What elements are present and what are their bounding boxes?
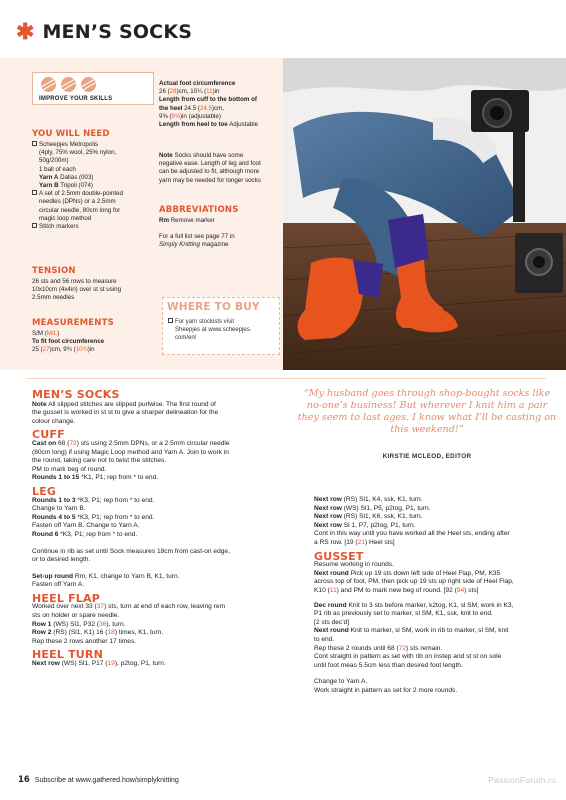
checkbox-icon: [32, 223, 37, 228]
where-to-buy-box: WHERE TO BUY For yarn stockists visit Sheepjes at www.scheepjes. com/en/: [162, 297, 280, 355]
materials-list: Scheepjes Metropolis (4ply, 75% wool, 25% nylon, 50g/200m) 1 ball of each Yarn A Dallas (003) Yarn B Tripoli (074) A set of 2.5mm double-pointed needles (DPNs) or a 2.5mm circular needle, 80cm long for magic loop method Stitch markers: [32, 141, 154, 231]
list-item: Stitch markers: [32, 223, 154, 231]
subscribe-link[interactable]: Subscribe at www.gathered.how/simplyknitting: [34, 776, 179, 784]
quote-attribution: KIRSTIE MCLEOD, EDITOR: [382, 453, 472, 460]
page-footer: [18, 775, 179, 785]
pattern-left-column: MEN’S SOCKS Note All slipped stitches are slipped purlwise. The first round of the gusset is worked in st st to give a sharper delineation for the colour change. CUFF Cast on 68 (72) sts using 2.5mm DPNs, or a 2.5mm circular needle (80cm long) if using Magic Loop method and Yarn A. Join to work in the round, taking care not to twist the stitches. PM to mark beg of round. Rounds 1 to 15 *K1, P1; rep from * to end. LEG Rounds 1 to 3 *K3, P1; rep from * to end. Change to Yarn B. Rounds 4 to 5 *K3, P1; rep from * to end. Fasten off Yarn B. Change to Yarn A. Round 6 *K3, P1; rep from * to end. Continue in rib as set until Sock measures 18cm from cast-on edge, or to desired length. Set-up round Rm, K1, change to Yarn B, K1, turn. Fasten off Yarn A. HEEL FLAP Worked over next 33 (37) sts, turn at end of each row, leaving rem sts on holder or spare needle. Row 1 (WS) Sl1, P32 (36), turn. Row 2 (RS) (Sl1, K1) 16 (18) times, K1, turn. Rep these 2 rows another 17 times. HEEL TURN Next row (WS) Sl1, P17 (19), p2tog, P1, turn.: [32, 391, 288, 669]
checkbox-icon: [32, 141, 37, 146]
list-item: A set of 2.5mm double-pointed: [32, 190, 154, 198]
section-heading: HEEL FLAP: [32, 591, 100, 605]
page-title: MEN’S SOCKS: [42, 21, 193, 43]
page-header: [16, 20, 192, 44]
list-item: Yarn A Dallas (003): [39, 173, 94, 181]
section-heading: HEEL TURN: [32, 648, 103, 662]
measurements-continued: Actual foot circumference 26 (28)cm, 10¼ (11)in Length from cuff to the bottom of the heel 24.5 (24.5)cm, 9⅝ (9⅝)in (adjustable) Length from heel to toe Adjustable: [159, 80, 259, 129]
yarn-ball-icon: [81, 77, 96, 92]
size-line: S/M (M/L): [32, 330, 60, 337]
skill-level-box: [32, 72, 154, 105]
checkbox-icon: [168, 318, 173, 323]
section-heading: CUFF: [32, 428, 65, 442]
section-heading: MEASUREMENTS: [32, 318, 114, 328]
watermark: PassionForum.ru: [488, 775, 556, 785]
camera-icon: [515, 233, 563, 293]
stockist-link[interactable]: com/en/: [175, 335, 197, 341]
section-heading: WHERE TO BUY: [167, 301, 260, 313]
yarn-ball-icon: [41, 77, 56, 92]
socks-photo-illustration: [283, 58, 566, 370]
yarn-ball-icon: [61, 77, 76, 92]
skill-level-label: IMPROVE YOUR SKILLS: [39, 96, 113, 102]
abbreviations-section: ABBREVIATIONS Rm Remove marker For a full list see page 77 in Simply Knitting magazine: [159, 205, 281, 250]
socks-photo: [283, 58, 566, 370]
editor-quote: “My husband goes through shop-bought socks like no-one’s business! But wherever I knit him a pair they seem to last ages. I know what I’ll be casting on this weekend!”: [297, 388, 557, 435]
list-item: Yarn B Tripoli (074): [39, 182, 93, 190]
skill-rating: [41, 77, 96, 92]
tension-section: TENSION 26 sts and 56 rows to measure 10x10cm (4x4in) over st st using 2.5mm needles: [32, 266, 154, 303]
page-number: 16: [18, 775, 30, 785]
section-heading: ABBREVIATIONS: [159, 205, 239, 215]
note-block: Note Socks should have some negative ease. Length of leg and foot can be adjusted to fit, although more yarn may be needed for longer socks: [159, 152, 261, 184]
section-divider: [26, 378, 546, 379]
section-heading: LEG: [32, 484, 57, 498]
asterisk-icon: ✱: [16, 19, 35, 44]
checkbox-icon: [32, 190, 37, 195]
pattern-title: MEN’S SOCKS: [32, 388, 120, 401]
pattern-right-column: Next row (RS) Sl1, K4, ssk, K1, turn. Next row (WS) Sl1, P5, p2tog, P1, turn. Next row (RS) Sl1, K6, ssk, K1, turn. Next row Sl 1, P7, p2tog, P1, turn. Cont in this way until you have worked all the Heel sts, ending after a RS row. [19 (21) Heel sts] GUSSET Resume working in rounds. Next round Pick up 19 sts down left side of Heel Flap, PM, K35 across top of foot, PM, then pick up 19 sts up right side of Heel Flap, K10 (11) and PM to mark new beg of round. [92 (94) sts] Dec round Knit to 3 sts before marker, k2tog, K1, sl SM, work in K3, P1 rib as previously set to marker, sl SM, K1, ssk, knit to end. [2 sts dec’d] Next round Knit to marker, sl SM, work in rib to marker, sl SM, knit to end. Rep these 2 rounds until 68 (72) sts remain. Cont straight in pattern as set with rib on instep and st st on sole until foot meas 5.5cm less than desired foot length. Change to Yarn A. Work straight in pattern as set for 2 more rounds.: [314, 496, 554, 695]
section-heading: YOU WILL NEED: [32, 129, 110, 139]
list-item: Scheepjes Metropolis: [32, 141, 154, 149]
section-heading: TENSION: [32, 266, 76, 276]
you-will-need-section: [32, 129, 154, 231]
measurements-section: MEASUREMENTS S/M (M/L) To fit foot circumference 25 (27)cm, 9¾ (10¾)in: [32, 318, 154, 355]
section-heading: GUSSET: [314, 549, 364, 563]
